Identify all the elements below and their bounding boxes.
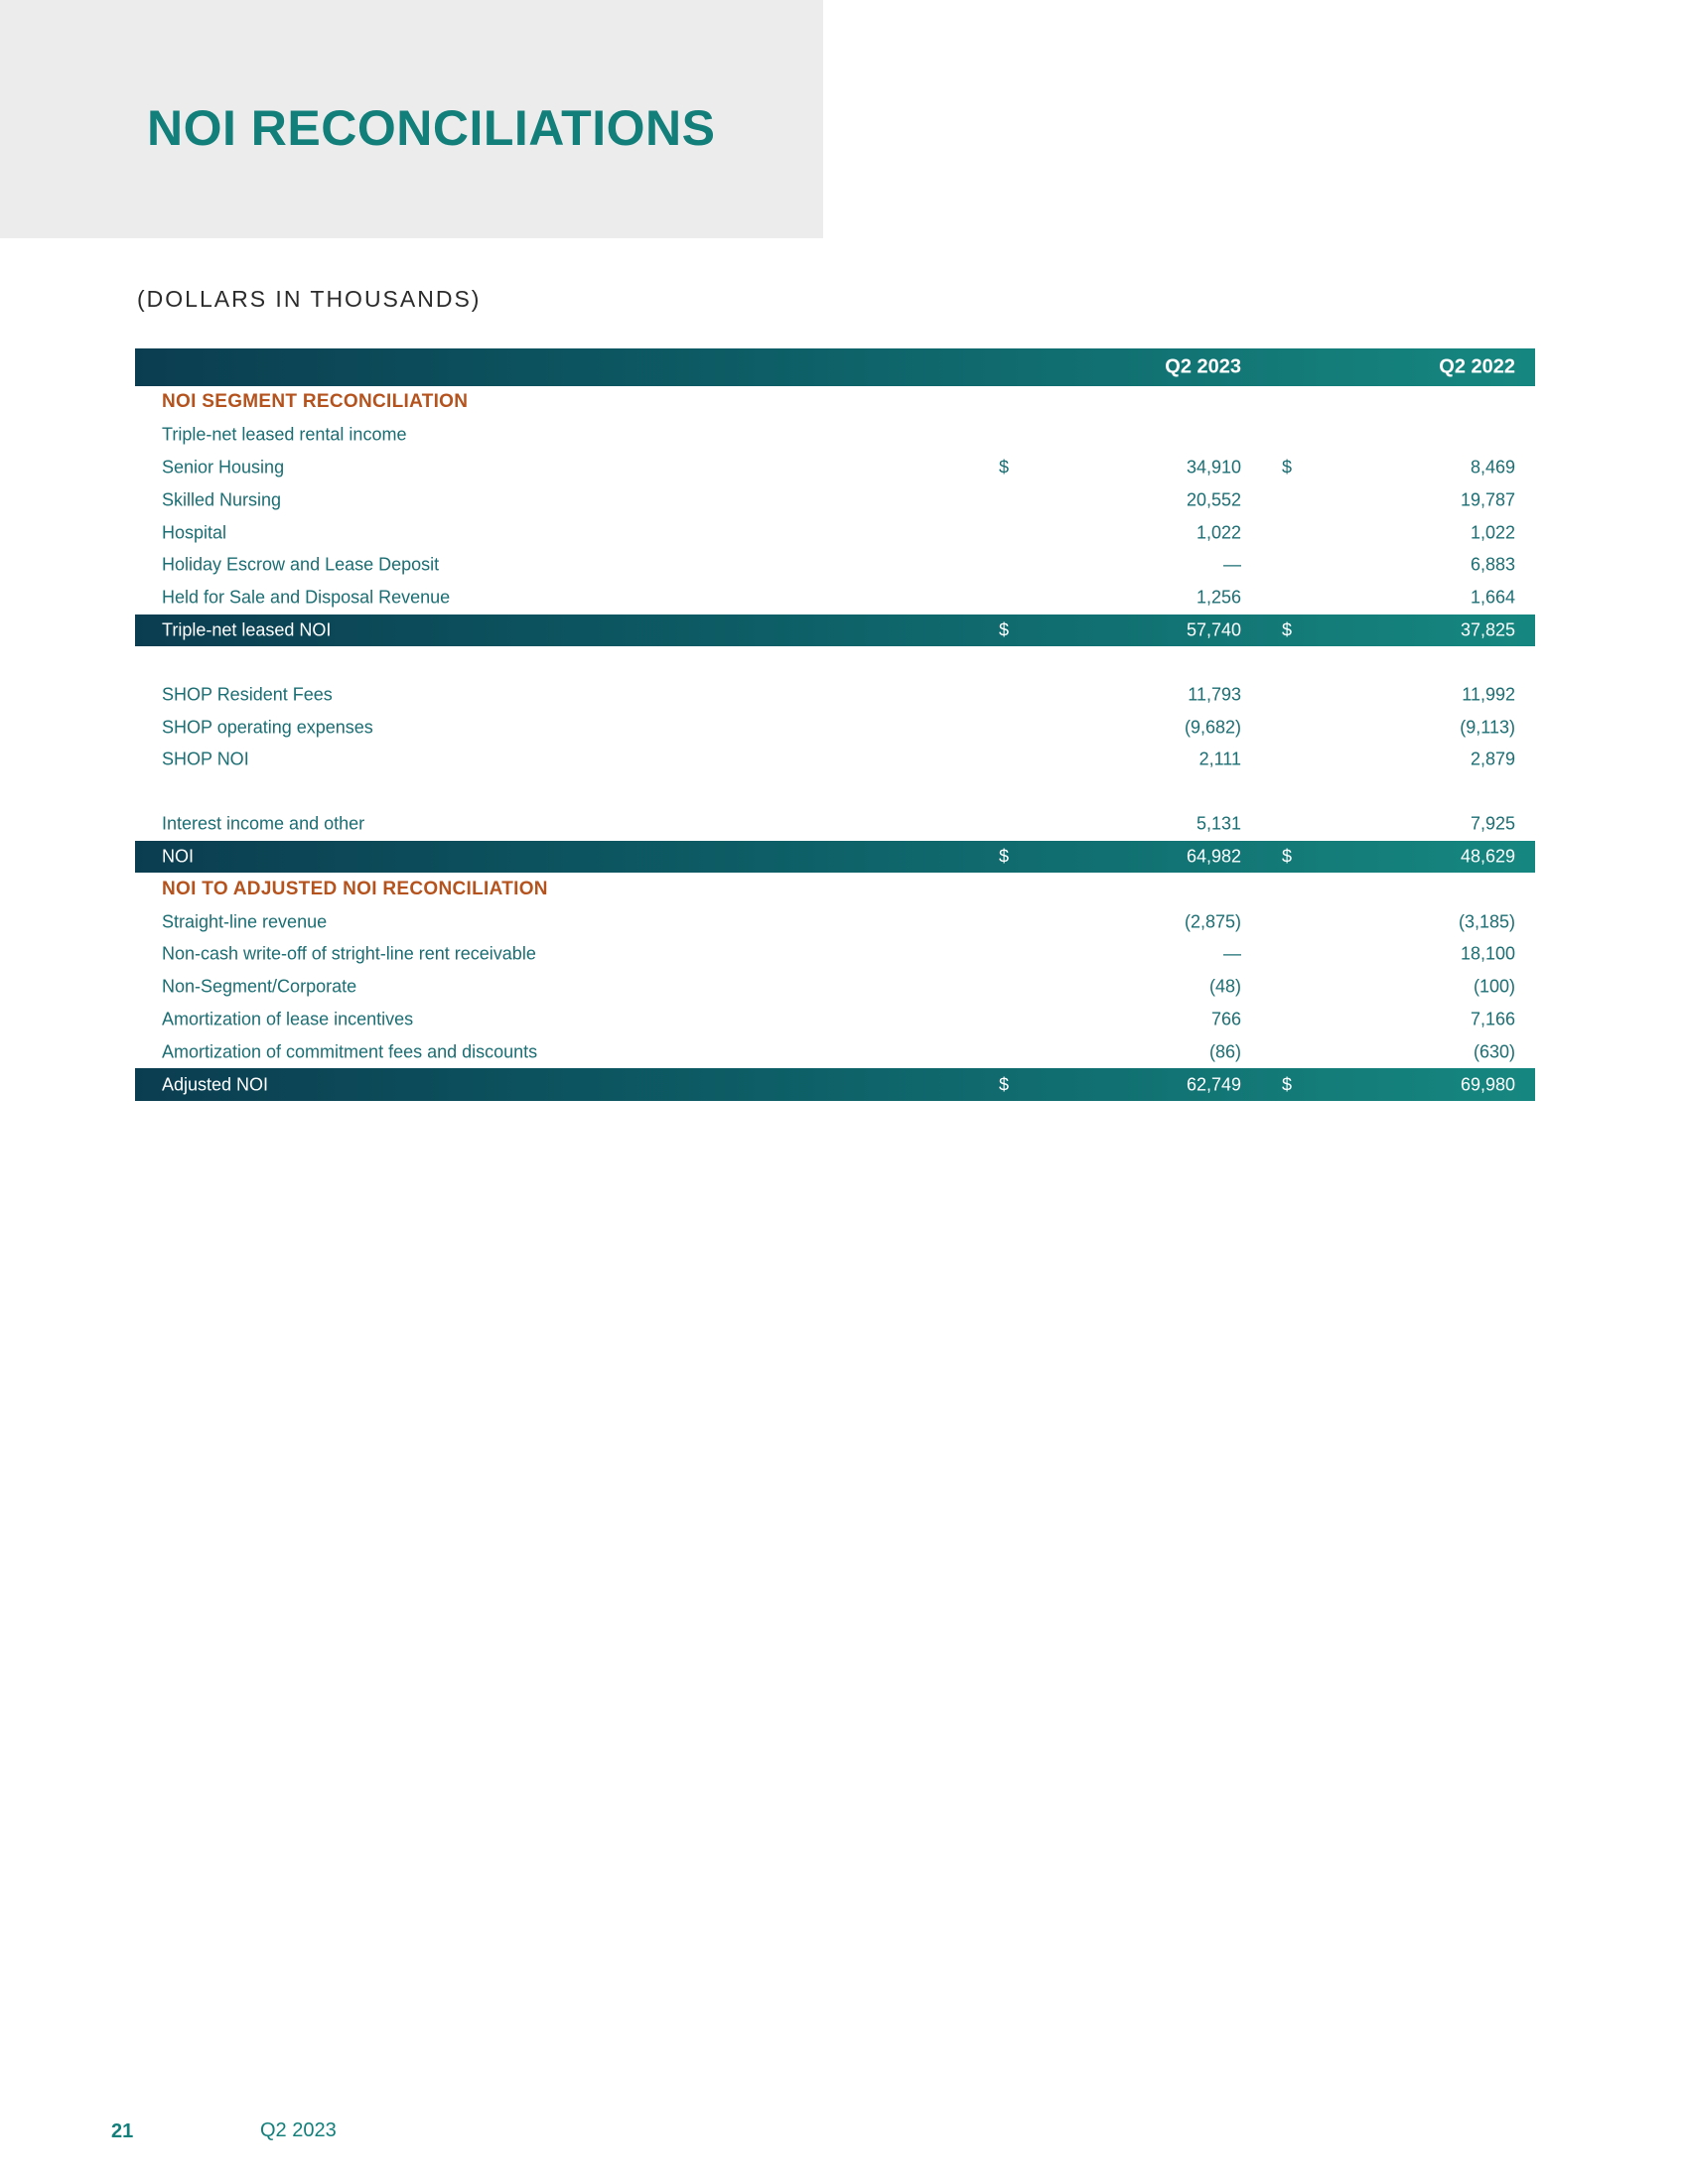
table-row: [135, 549, 1535, 582]
currency-symbol: $: [1282, 1074, 1293, 1095]
value-q2-2022: 8,469: [1470, 457, 1515, 478]
table-row: [135, 1035, 1535, 1068]
row-label: SHOP NOI: [162, 749, 249, 769]
section-spacer: [135, 776, 1535, 808]
value-q2-2023: (2,875): [1184, 911, 1241, 932]
value-q2-2022: 1,664: [1470, 587, 1515, 608]
section-spacer: [135, 646, 1535, 678]
value-q2-2023: —: [1223, 554, 1241, 575]
value-q2-2023: 11,793: [1188, 684, 1241, 705]
page-number: 21: [111, 2120, 134, 2142]
table-row: [135, 711, 1535, 744]
value-q2-2023: (9,682): [1184, 717, 1241, 738]
row-label: Interest income and other: [162, 813, 365, 834]
value-q2-2022: 18,100: [1460, 943, 1515, 964]
currency-symbol: $: [999, 846, 1010, 867]
value-q2-2022: (100): [1473, 976, 1515, 997]
table-row: [135, 744, 1535, 776]
row-label: Non-Segment/Corporate: [162, 976, 357, 997]
value-q2-2023: 1,256: [1196, 587, 1241, 608]
currency-symbol: $: [1282, 457, 1293, 478]
value-q2-2023: 2,111: [1198, 749, 1241, 769]
table-row: [135, 678, 1535, 711]
total-row: [135, 614, 1535, 647]
currency-symbol: $: [1282, 619, 1293, 640]
section-heading-row: [135, 873, 1535, 905]
table-row: [135, 419, 1535, 452]
column-header-q2-2022: Q2 2022: [1439, 355, 1515, 378]
value-q2-2022: 19,787: [1460, 489, 1515, 510]
row-label: SHOP operating expenses: [162, 717, 373, 738]
section-heading: NOI SEGMENT RECONCILIATION: [162, 391, 469, 413]
units-subtitle: (DOLLARS IN THOUSANDS): [137, 286, 482, 312]
value-q2-2023: (48): [1208, 976, 1241, 997]
value-q2-2022: (3,185): [1458, 911, 1515, 932]
row-label: Senior Housing: [162, 457, 285, 478]
value-q2-2022: 37,825: [1460, 619, 1515, 640]
value-q2-2023: 34,910: [1186, 457, 1241, 478]
column-header-q2-2023: Q2 2023: [1165, 355, 1241, 378]
table-row: [135, 582, 1535, 614]
title-block: [0, 0, 823, 238]
row-label: Adjusted NOI: [162, 1074, 269, 1095]
table-row: [135, 905, 1535, 938]
currency-symbol: $: [999, 457, 1010, 478]
section-heading-row: [135, 386, 1535, 419]
value-q2-2022: 11,992: [1462, 684, 1515, 705]
row-label: Holiday Escrow and Lease Deposit: [162, 554, 440, 575]
currency-symbol: $: [999, 1074, 1010, 1095]
value-q2-2023: 57,740: [1186, 619, 1241, 640]
value-q2-2022: 7,166: [1470, 1009, 1515, 1029]
value-q2-2022: 69,980: [1460, 1074, 1515, 1095]
value-q2-2023: (86): [1208, 1041, 1241, 1062]
value-q2-2022: 2,879: [1470, 749, 1515, 769]
row-label: Triple-net leased rental income: [162, 424, 407, 445]
row-label: Amortization of lease incentives: [162, 1009, 414, 1029]
total-row: [135, 841, 1535, 874]
total-row: [135, 1068, 1535, 1101]
section-heading: NOI TO ADJUSTED NOI RECONCILIATION: [162, 878, 548, 899]
table-row: [135, 516, 1535, 549]
table-row: [135, 452, 1535, 484]
currency-symbol: $: [1282, 846, 1293, 867]
value-q2-2022: (9,113): [1460, 717, 1515, 738]
page-title: NOI RECONCILIATIONS: [147, 100, 716, 156]
row-label: Skilled Nursing: [162, 489, 282, 510]
row-label: Straight-line revenue: [162, 911, 328, 932]
value-q2-2023: 5,131: [1196, 813, 1241, 834]
value-q2-2023: 766: [1210, 1009, 1241, 1029]
row-label: Held for Sale and Disposal Revenue: [162, 587, 451, 608]
row-label: Amortization of commitment fees and discounts: [162, 1041, 538, 1062]
value-q2-2023: 62,749: [1186, 1074, 1241, 1095]
value-q2-2023: 64,982: [1186, 846, 1241, 867]
row-label: NOI: [162, 846, 195, 867]
table-row: [135, 1004, 1535, 1036]
table-body: [135, 386, 1535, 1101]
table-row: [135, 971, 1535, 1004]
value-q2-2023: —: [1223, 943, 1241, 964]
table-row: [135, 808, 1535, 841]
value-q2-2022: 48,629: [1460, 846, 1515, 867]
value-q2-2023: 20,552: [1186, 489, 1241, 510]
value-q2-2022: (630): [1473, 1041, 1515, 1062]
table-row: [135, 938, 1535, 971]
footer-period: Q2 2023: [260, 2119, 337, 2141]
row-label: SHOP Resident Fees: [162, 684, 333, 705]
row-label: Hospital: [162, 522, 227, 543]
value-q2-2022: 6,883: [1470, 554, 1515, 575]
row-label: Non-cash write-off of stright-line rent receivable: [162, 943, 536, 964]
value-q2-2022: 7,925: [1470, 813, 1515, 834]
value-q2-2022: 1,022: [1470, 522, 1515, 543]
table-row: [135, 483, 1535, 516]
value-q2-2023: 1,022: [1196, 522, 1241, 543]
table-header-row: [135, 348, 1535, 386]
currency-symbol: $: [999, 619, 1010, 640]
noi-reconciliation-table: [135, 348, 1535, 1101]
row-label: Triple-net leased NOI: [162, 619, 332, 640]
